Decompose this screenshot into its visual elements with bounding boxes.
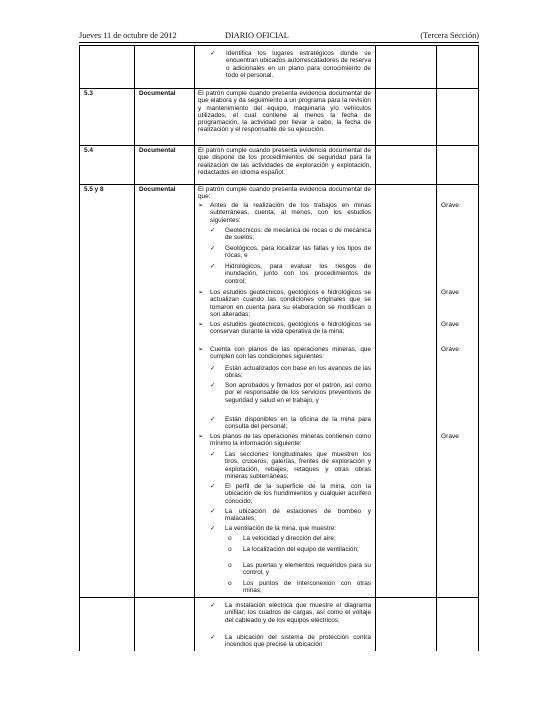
evidence-type: Documental xyxy=(139,90,176,97)
check-icon: ✓ xyxy=(210,602,216,609)
check-icon: ✓ xyxy=(210,263,216,270)
table-row xyxy=(79,597,479,651)
row-number: 5.5 y 8 xyxy=(84,186,104,193)
row-number: 5.4 xyxy=(84,147,93,154)
header-section: (Tercera Sección) xyxy=(420,31,479,40)
criterion-item: Los planos de las operaciones mineras contienen como mínimo la información siguiente: xyxy=(210,433,371,448)
criterion-subitem: Las secciones longitudinales que muestren los tiros, cruceros, galerías, frentes de exploración y explotación, rebajes, retaques y otras obras mineras subterráneas; xyxy=(225,451,371,480)
arrow-bullet-icon: ➢ xyxy=(198,289,204,296)
severity-label: Grave xyxy=(441,289,459,296)
criterion-subitem: La instalación eléctrica que muestre el diagrama unifilar; los cuadros de cargas, así como el voltaje del cableado y de los equipos eléctricos; xyxy=(225,602,371,624)
criterion-intro: El patrón cumple cuando presenta evidencia documental de que: xyxy=(198,186,371,201)
criterion-subitem: La ubicación de estaciones de bombeo y malacates; xyxy=(225,508,371,523)
table-row xyxy=(79,45,479,89)
criterion-subitem: La ventilación de la mina, que muestre: xyxy=(225,525,337,532)
check-icon: ✓ xyxy=(210,451,216,458)
arrow-bullet-icon: ➢ xyxy=(198,433,204,440)
evidence-type: Documental xyxy=(139,186,176,193)
check-icon: ✓ xyxy=(210,525,216,532)
table-row xyxy=(79,184,479,598)
header-publication: DIARIO OFICIAL xyxy=(225,31,289,40)
arrow-bullet-icon: ➢ xyxy=(198,202,204,209)
criterion-text: Identifica los lugares estratégicos donde se encuentran ubicados autorrescatadores de reserva o adicionales en un plano para conocimiento de todo el personal. xyxy=(226,50,371,79)
criterion-detail: Los puntos de interconexión con otras minas; xyxy=(243,580,371,595)
criterion-text: El patrón cumple cuando presenta evidencia documental de que elabora y da seguimiento a un programa para la revisión y mantenimiento del equipo, maquinaria y/o vehículos utilizados, el cual contiene al menos la fecha de programación, la actividad por llevar a cabo, la fecha de realización y el responsable de su ejecución. xyxy=(198,90,371,134)
circle-bullet-icon: o xyxy=(228,535,232,542)
criterion-detail: La localización del equipo de ventilación; xyxy=(243,546,359,553)
table-row xyxy=(79,88,479,146)
arrow-bullet-icon: ➢ xyxy=(198,321,204,328)
check-icon: ✓ xyxy=(210,365,216,372)
severity-label: Grave xyxy=(441,346,459,353)
criterion-subitem: Están actualizados con base en los avances de las obras; xyxy=(225,365,371,380)
criterion-subitem: Son aprobados y firmados por el patrón, así como por el responsable de los servicios preventivos de seguridad y salud en el trabajo, y xyxy=(225,382,371,404)
criterion-subitem: Geológicos, para localizar las fallas y los tipos de rocas, e xyxy=(225,245,371,260)
header-date: Jueves 11 de octubre de 2012 xyxy=(79,31,177,40)
criterion-subitem: Están disponibles en la oficina de la mina para consulta del personal; xyxy=(225,416,371,431)
evidence-type: Documental xyxy=(139,147,176,154)
circle-bullet-icon: o xyxy=(228,580,232,587)
row-number: 5.3 xyxy=(84,90,93,97)
severity-label: Grave xyxy=(441,202,459,209)
check-icon: ✓ xyxy=(210,508,216,515)
severity-label: Grave xyxy=(441,321,459,328)
circle-bullet-icon: o xyxy=(228,546,232,553)
criterion-item: Los estudios geotécnicos, geológicos e hidrológicos se actualizan cuando las condiciones originales que se tomaron en cuenta para su elaboración se modifican o son alteradas; xyxy=(210,289,371,318)
check-icon: ✓ xyxy=(210,50,216,57)
table-row xyxy=(79,145,479,185)
header-rule xyxy=(79,42,479,43)
criterion-text: El patrón cumple cuando presenta evidencia documental de que dispone de los procedimientos de seguridad para la realización de las actividades de exploración y explotación, redactados en idioma español. xyxy=(198,147,371,176)
compliance-table xyxy=(79,45,479,651)
arrow-bullet-icon: ➢ xyxy=(198,346,204,353)
check-icon: ✓ xyxy=(210,382,216,389)
check-icon: ✓ xyxy=(210,227,216,234)
criterion-detail: Las puertas y elementos requeridos para su control, y xyxy=(243,562,371,577)
check-icon: ✓ xyxy=(210,416,216,423)
severity-label: Grave xyxy=(441,433,459,440)
check-icon: ✓ xyxy=(210,483,216,490)
criterion-detail: La velocidad y dirección del aire; xyxy=(243,535,336,542)
criterion-item: Los estudios geotécnicos, geológicos e hidrológicos se conservan durante la vida operativa de la mina; xyxy=(210,321,371,336)
criterion-subitem: La ubicación del sistema de protección contra incendios que precise la ubicación xyxy=(225,634,371,649)
criterion-subitem: Geotécnicos: de mecánica de rocas o de mecánica de suelos; xyxy=(225,227,371,242)
criterion-subitem: El perfil de la superficie de la mina, con la ubicación de los hundimientos y cualquier acuífero conocido; xyxy=(225,483,371,505)
circle-bullet-icon: o xyxy=(228,562,232,569)
check-icon: ✓ xyxy=(210,634,216,641)
check-icon: ✓ xyxy=(210,245,216,252)
criterion-item: Antes de la realización de los trabajos en minas subterráneas, cuenta, al menos, con los estudios siguientes: xyxy=(210,202,371,224)
criterion-subitem: Hidrológicos, para evaluar los riesgos de inundación, junto con los procedimientos de control; xyxy=(225,263,371,285)
criterion-item: Cuenta con planos de las operaciones mineras, que cumplen con las condiciones siguientes: xyxy=(210,346,371,361)
